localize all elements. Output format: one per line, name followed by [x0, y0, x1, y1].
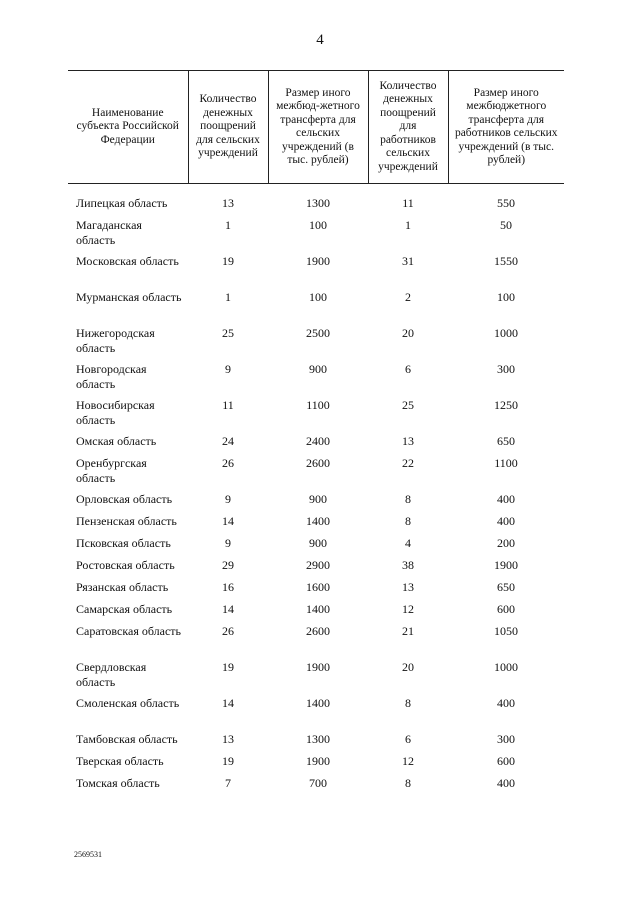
count-institutions-cell: 16 — [222, 580, 234, 594]
table-row — [68, 456, 564, 492]
transfer-workers-cell: 650 — [497, 580, 515, 594]
transfer-institutions-cell: 1100 — [306, 398, 330, 412]
count-workers-cell: 12 — [402, 754, 414, 768]
transfer-workers-cell: 1000 — [494, 660, 518, 674]
table-row — [68, 696, 564, 732]
region-name-cell: Мурманская область — [76, 290, 182, 304]
region-name-cell: Московская область — [76, 254, 179, 268]
transfer-workers-cell: 400 — [497, 514, 515, 528]
count-institutions-cell: 29 — [222, 558, 234, 572]
count-institutions-cell: 14 — [222, 602, 234, 616]
header-region: Наименование субъекта Российской Федерации — [68, 71, 188, 184]
count-workers-cell: 13 — [402, 434, 414, 448]
region-name-cell: Свердловская область — [76, 660, 147, 689]
header-count-workers: Количество денежных поощрений для работников сельских учреждений — [368, 71, 448, 184]
region-name-cell: Самарская область — [76, 602, 173, 616]
page-number: 4 — [316, 32, 324, 48]
transfer-workers-cell: 600 — [497, 754, 515, 768]
table-row — [68, 754, 564, 776]
count-workers-cell: 25 — [402, 398, 414, 412]
region-name-cell: Саратовская область — [76, 624, 182, 638]
count-workers-cell: 31 — [402, 254, 414, 268]
count-institutions-cell: 19 — [222, 254, 234, 268]
table-row — [68, 602, 564, 624]
transfer-workers-cell: 550 — [497, 196, 515, 210]
count-workers-cell: 21 — [402, 624, 414, 638]
transfer-workers-cell: 300 — [497, 362, 515, 376]
transfer-institutions-cell: 100 — [309, 218, 327, 232]
count-institutions-cell: 14 — [222, 696, 234, 710]
transfer-institutions-cell: 900 — [309, 492, 327, 506]
transfer-workers-cell: 600 — [497, 602, 515, 616]
count-institutions-cell: 7 — [225, 776, 231, 790]
count-institutions-cell: 19 — [222, 660, 234, 674]
table-row — [68, 398, 564, 434]
count-institutions-cell: 26 — [222, 624, 234, 638]
table-row — [68, 624, 564, 660]
count-institutions-cell: 9 — [225, 536, 231, 550]
count-institutions-cell: 24 — [222, 434, 234, 448]
transfer-workers-cell: 650 — [497, 434, 515, 448]
region-name-cell: Пензенская область — [76, 514, 177, 528]
count-workers-cell: 8 — [405, 514, 411, 528]
count-workers-cell: 4 — [405, 536, 411, 550]
count-institutions-cell: 25 — [222, 326, 234, 340]
table-row — [68, 776, 564, 798]
transfer-institutions-cell: 1900 — [306, 254, 330, 268]
table-body — [68, 184, 564, 799]
count-workers-cell: 20 — [402, 660, 414, 674]
transfer-institutions-cell: 1400 — [306, 602, 330, 616]
region-name-cell: Новосибирская область — [76, 398, 155, 427]
transfer-institutions-cell: 1400 — [306, 514, 330, 528]
header-spacer — [68, 184, 564, 197]
table-row — [68, 196, 564, 218]
transfer-institutions-cell: 1900 — [306, 660, 330, 674]
count-institutions-cell: 1 — [225, 218, 231, 232]
transfer-workers-cell: 400 — [497, 696, 515, 710]
transfer-institutions-cell: 1300 — [306, 196, 330, 210]
transfer-workers-cell: 100 — [497, 290, 515, 304]
count-workers-cell: 1 — [405, 218, 411, 232]
header-transfer-workers: Размер иного межбюджетного трансферта для работников сельских учреждений (в тыс. рублей) — [448, 71, 564, 184]
document-code: 2569531 — [74, 850, 102, 859]
transfer-workers-cell: 200 — [497, 536, 515, 550]
transfer-institutions-cell: 2900 — [306, 558, 330, 572]
table-row — [68, 326, 564, 362]
transfer-institutions-cell: 1400 — [306, 696, 330, 710]
count-institutions-cell: 19 — [222, 754, 234, 768]
table-row — [68, 218, 564, 254]
region-name-cell: Смоленская область — [76, 696, 180, 710]
count-institutions-cell: 13 — [222, 196, 234, 210]
region-name-cell: Липецкая область — [76, 196, 168, 210]
transfer-workers-cell: 300 — [497, 732, 515, 746]
transfer-workers-cell: 1250 — [494, 398, 518, 412]
count-institutions-cell: 9 — [225, 492, 231, 506]
transfer-workers-cell: 400 — [497, 492, 515, 506]
transfer-institutions-cell: 1300 — [306, 732, 330, 746]
region-name-cell: Новгородская область — [76, 362, 147, 391]
region-name-cell: Магаданская область — [76, 218, 142, 247]
count-workers-cell: 2 — [405, 290, 411, 304]
region-name-cell: Омская область — [76, 434, 157, 448]
region-name-cell: Тверская область — [76, 754, 164, 768]
header-count-institutions: Количество денежных поощрений для сельских учреждений — [188, 71, 268, 184]
count-workers-cell: 6 — [405, 732, 411, 746]
region-name-cell: Тамбовская область — [76, 732, 178, 746]
table-row — [68, 536, 564, 558]
transfer-institutions-cell: 900 — [309, 362, 327, 376]
count-institutions-cell: 1 — [225, 290, 231, 304]
transfer-institutions-cell: 2400 — [306, 434, 330, 448]
count-workers-cell: 6 — [405, 362, 411, 376]
table-row — [68, 492, 564, 514]
region-name-cell: Рязанская область — [76, 580, 169, 594]
table-row — [68, 362, 564, 398]
transfer-institutions-cell: 100 — [309, 290, 327, 304]
transfer-workers-cell: 1100 — [494, 456, 518, 470]
transfer-institutions-cell: 2600 — [306, 624, 330, 638]
transfer-institutions-cell: 2600 — [306, 456, 330, 470]
count-institutions-cell: 14 — [222, 514, 234, 528]
count-workers-cell: 13 — [402, 580, 414, 594]
transfer-workers-cell: 50 — [500, 218, 512, 232]
count-workers-cell: 8 — [405, 696, 411, 710]
transfer-workers-cell: 400 — [497, 776, 515, 790]
table-row — [68, 434, 564, 456]
region-name-cell: Орловская область — [76, 492, 173, 506]
transfer-workers-cell: 1050 — [494, 624, 518, 638]
region-name-cell: Томская область — [76, 776, 160, 790]
count-workers-cell: 12 — [402, 602, 414, 616]
table-row — [68, 254, 564, 290]
count-institutions-cell: 26 — [222, 456, 234, 470]
table-row — [68, 290, 564, 326]
region-name-cell: Оренбургская область — [76, 456, 147, 485]
count-workers-cell: 8 — [405, 492, 411, 506]
transfer-institutions-cell: 900 — [309, 536, 327, 550]
transfer-institutions-cell: 1600 — [306, 580, 330, 594]
transfer-institutions-cell: 700 — [309, 776, 327, 790]
region-name-cell: Ростовская область — [76, 558, 175, 572]
transfer-institutions-cell: 2500 — [306, 326, 330, 340]
table-row — [68, 558, 564, 580]
table-row — [68, 732, 564, 754]
count-workers-cell: 8 — [405, 776, 411, 790]
transfer-workers-cell: 1550 — [494, 254, 518, 268]
count-workers-cell: 11 — [402, 196, 414, 210]
table-row — [68, 514, 564, 536]
table-row — [68, 580, 564, 602]
table-header-row — [68, 71, 564, 184]
transfer-table — [68, 70, 564, 798]
count-institutions-cell: 11 — [222, 398, 234, 412]
count-institutions-cell: 13 — [222, 732, 234, 746]
region-name-cell: Нижегородская область — [76, 326, 155, 355]
header-transfer-institutions: Размер иного межбюд-жетного трансферта для сельских учреждений (в тыс. рублей) — [268, 71, 368, 184]
count-workers-cell: 20 — [402, 326, 414, 340]
count-workers-cell: 38 — [402, 558, 414, 572]
table-row — [68, 660, 564, 696]
region-name-cell: Псковская область — [76, 536, 171, 550]
count-institutions-cell: 9 — [225, 362, 231, 376]
transfer-workers-cell: 1900 — [494, 558, 518, 572]
transfer-institutions-cell: 1900 — [306, 754, 330, 768]
count-workers-cell: 22 — [402, 456, 414, 470]
transfer-workers-cell: 1000 — [494, 326, 518, 340]
